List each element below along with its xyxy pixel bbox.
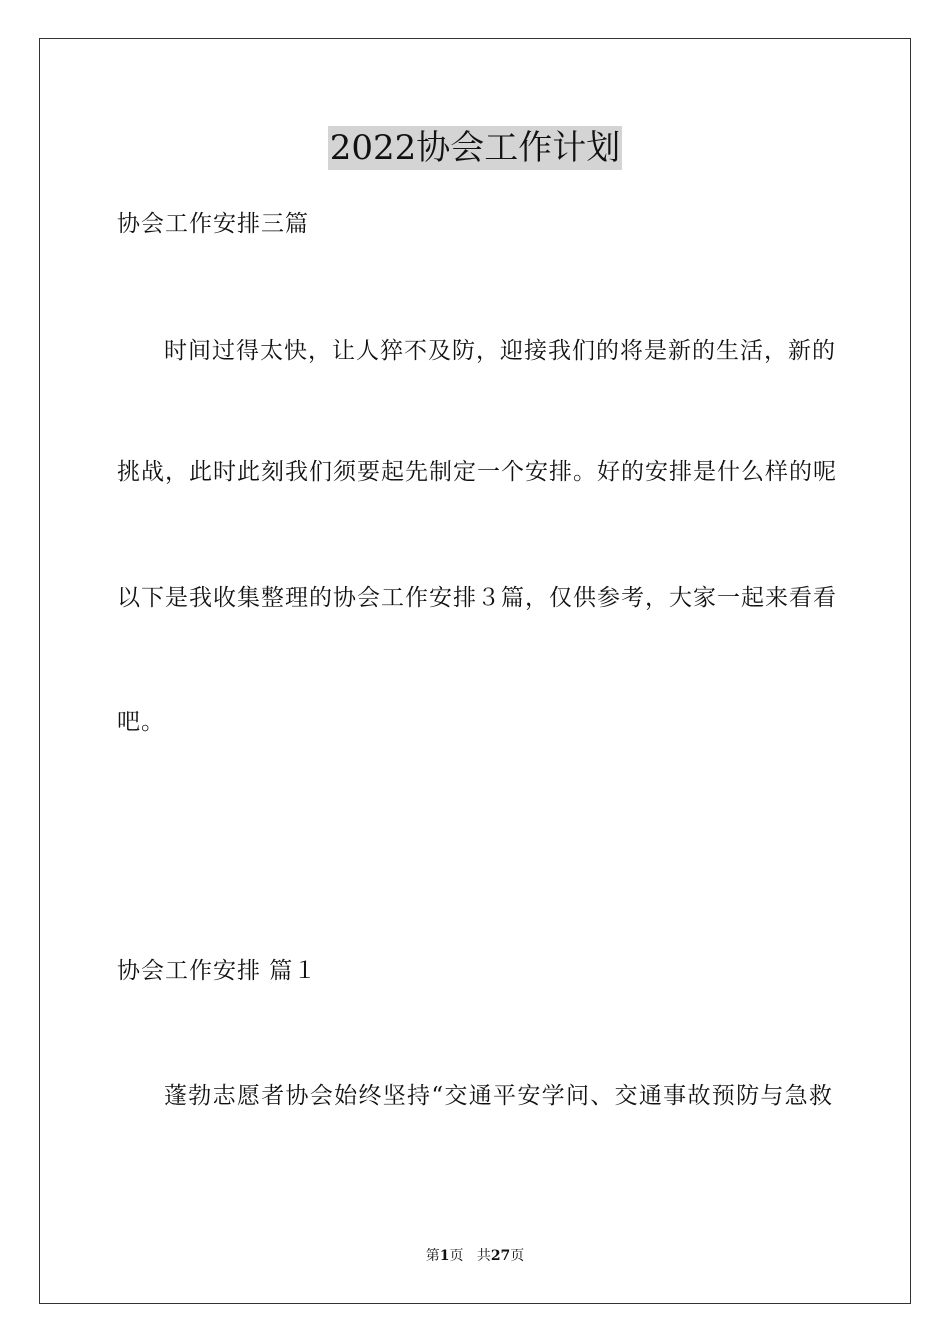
paragraph-line: 以下是我收集整理的协会工作安排３篇，仅供参考，大家一起来看看 (117, 585, 837, 611)
page-footer (0, 1246, 950, 1266)
footer-page-prefix: 第 (425, 1248, 440, 1264)
document-title: 2022协会工作计划 (329, 128, 621, 168)
paragraph-line: 挑战，此时此刻我们须要起先制定一个安排。好的安排是什么样的呢 (117, 459, 837, 485)
document-subtitle: 协会工作安排三篇 (117, 211, 309, 237)
paragraph-line: 蓬勃志愿者协会始终坚持“交通平安学问、交通事故预防与急救 (164, 1083, 833, 1109)
footer-total-label: 页 (510, 1248, 525, 1264)
footer-total-prefix: 共 (476, 1248, 491, 1264)
title-wrap (0, 126, 950, 170)
paragraph-line: 吧。 (117, 709, 165, 735)
footer-page-label: 页 (449, 1248, 464, 1264)
paragraph-line: 时间过得太快，让人猝不及防，迎接我们的将是新的生活，新的 (164, 338, 836, 364)
footer-page-number: 1 (439, 1248, 450, 1264)
section-heading: 协会工作安排 篇１ (117, 958, 318, 984)
footer-total-pages: 27 (490, 1248, 511, 1264)
